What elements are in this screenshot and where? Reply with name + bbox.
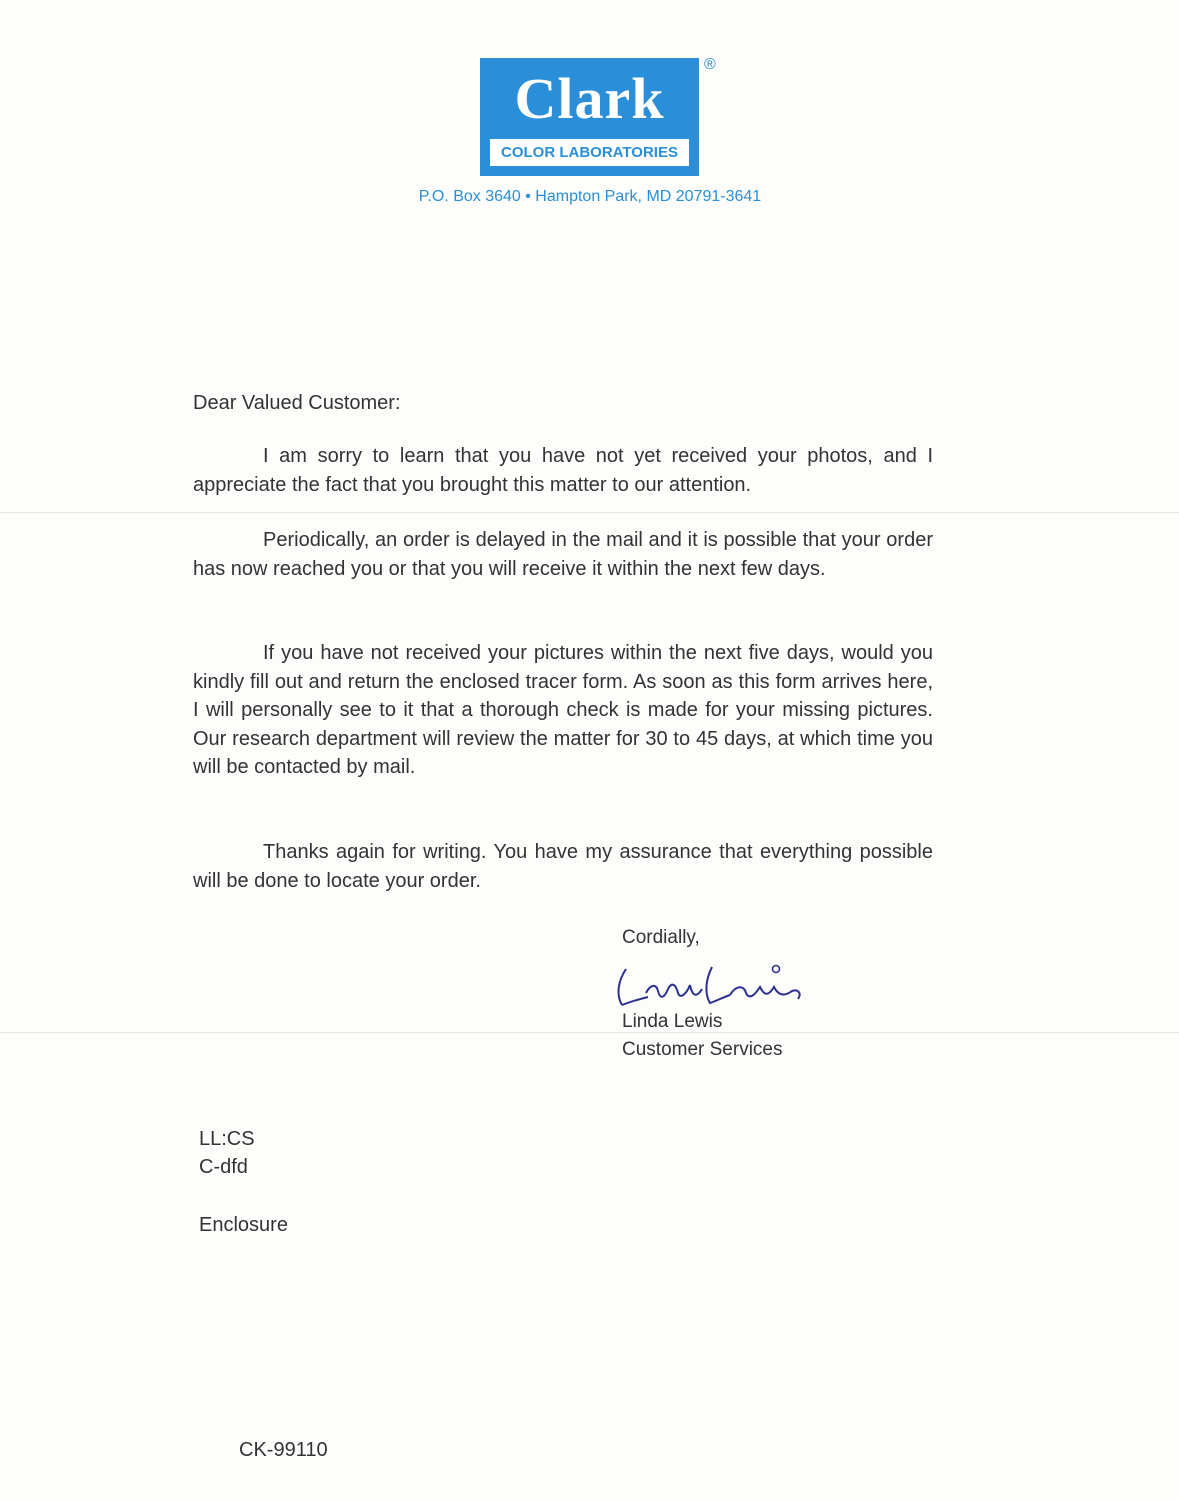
paragraph-tracer-form: If you have not received your pictures within the next five days, would you kindly fill out and return the enclosed tracer form. As soon as this form arrives here, I will personally see to it that a thorough check is made for your missing pictures. Our research department will review the matter for 30 to 45 days, at which time you will be contacted by mail. [193,642,933,778]
logo-wordmark: Clark [514,66,665,131]
copy-notation: C-dfd [199,1156,248,1178]
closing: Cordially, [622,927,700,948]
enclosure-notation: Enclosure [199,1214,288,1236]
paragraph-delay: Periodically, an order is delayed in the mail and it is possible that your order has now reached you or that you will receive it within the next few days. [193,529,933,580]
handwritten-signature [612,955,812,1015]
paper-fold-lower [0,1032,1179,1033]
paper-fold-upper [0,512,1179,513]
logo-subtitle: COLOR LABORATORIES [490,139,689,166]
registered-trademark-icon: ® [704,56,716,73]
signer-name: Linda Lewis [622,1011,723,1032]
reference-initials: LL:CS [199,1128,255,1150]
company-logo [480,58,699,176]
paragraph-apology: I am sorry to learn that you have not yet received your photos, and I appreciate the fact that you brought this matter to our attention. [193,445,933,496]
signer-title: Customer Services [622,1039,783,1060]
paragraph-thanks: Thanks again for writing. You have my assurance that everything possible will be done to locate your order. [193,841,933,892]
salutation: Dear Valued Customer: [193,392,401,414]
form-code: CK-99110 [239,1439,328,1461]
company-address: P.O. Box 3640 • Hampton Park, MD 20791-3641 [418,188,762,205]
